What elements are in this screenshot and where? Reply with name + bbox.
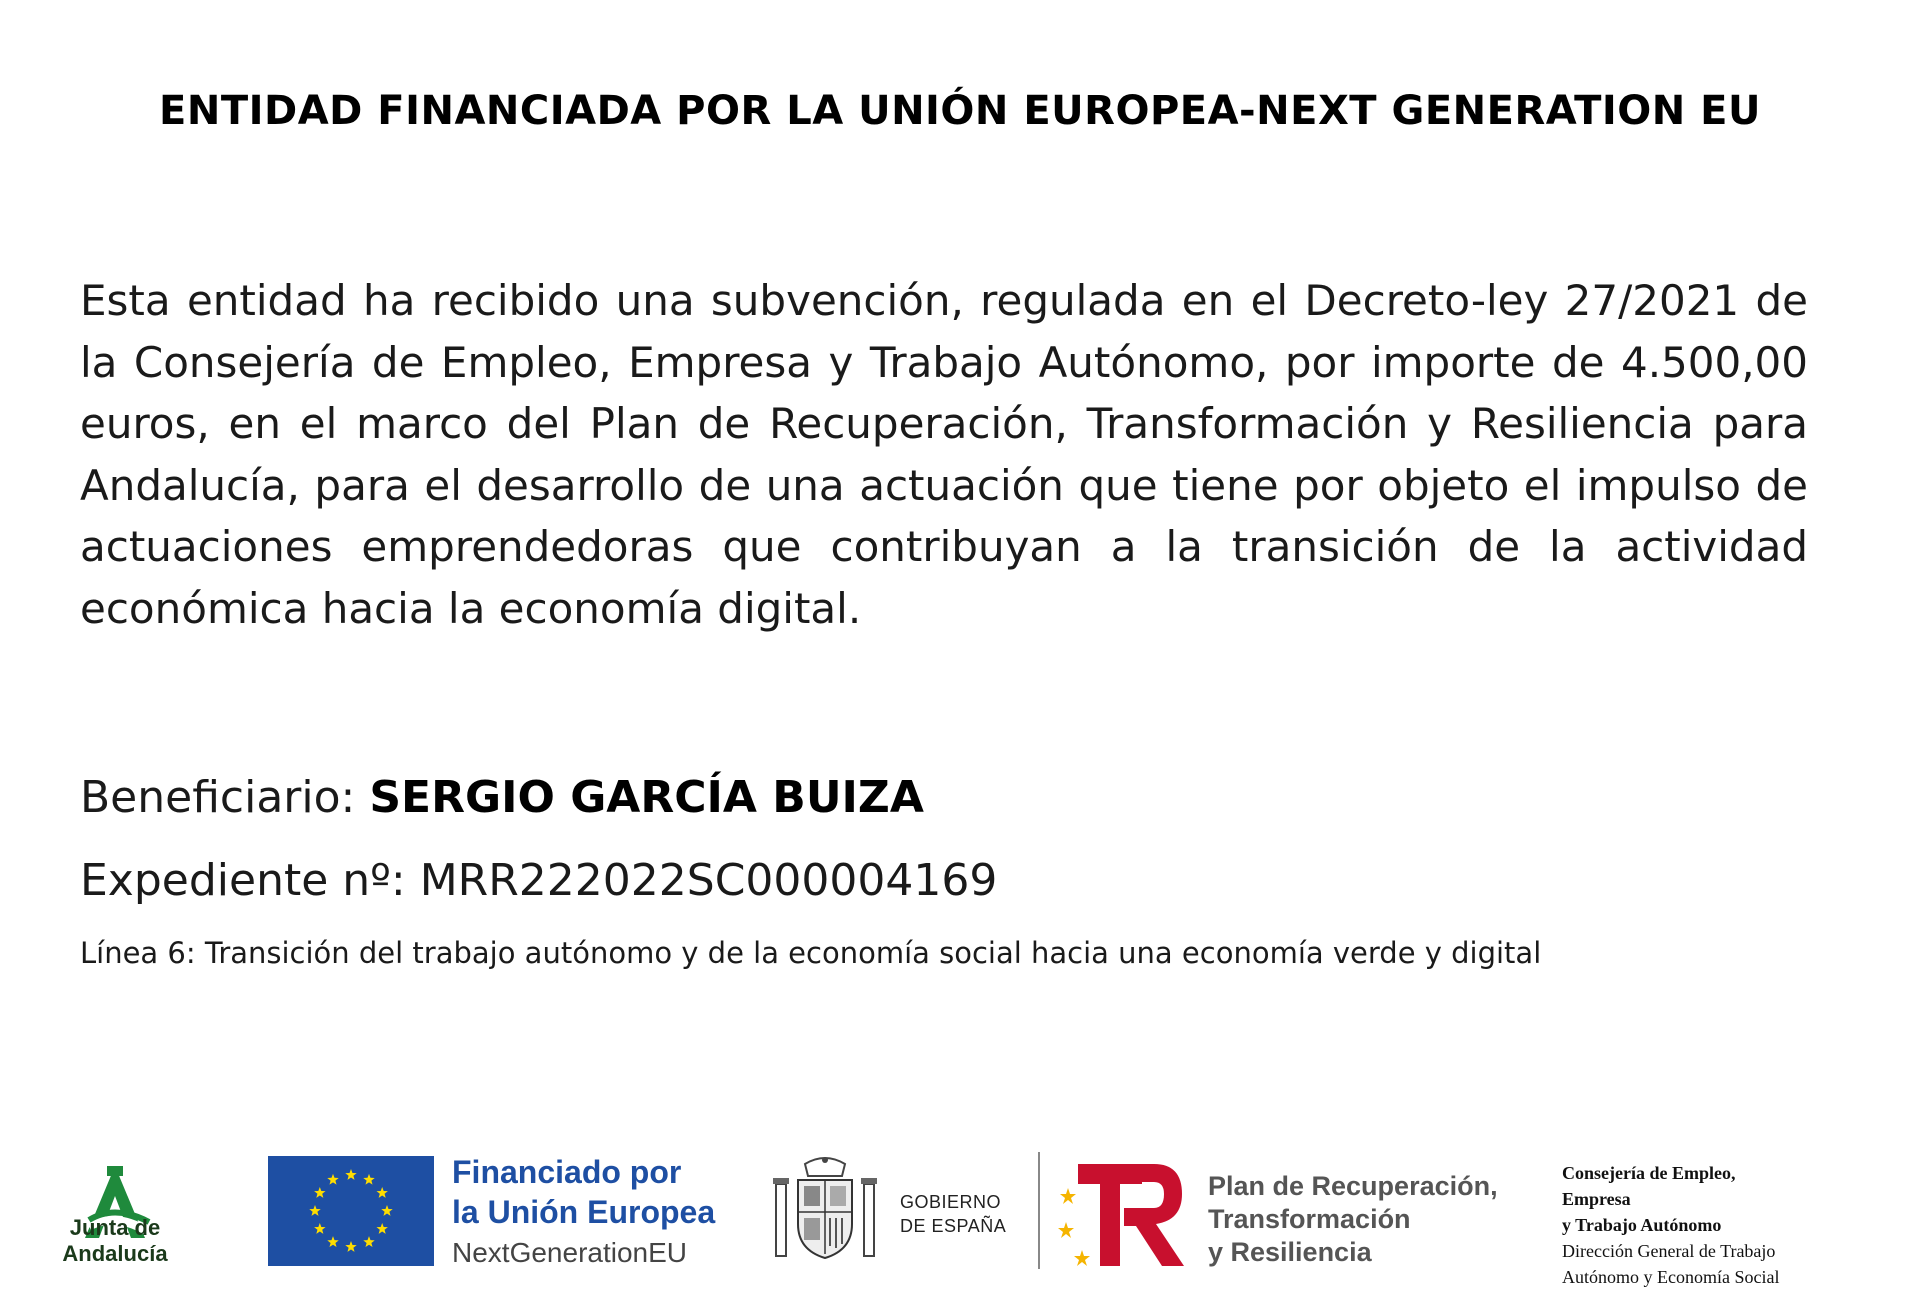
eu-funding-text <box>452 1152 752 1274</box>
plan-recuperacion-text <box>1208 1170 1498 1269</box>
junta-andalucia-logo <box>15 1160 215 1269</box>
eu-star-icon <box>376 1187 387 1198</box>
gobierno-line-1: GOBIERNO <box>900 1192 1002 1212</box>
logo-divider <box>1038 1152 1040 1269</box>
eu-star-icon <box>363 1174 374 1185</box>
eu-star-icon <box>314 1223 325 1234</box>
linea-description: Línea 6: Transición del trabajo autónomo y de la economía social hacia una economía verde y digital <box>80 936 1542 970</box>
eu-star-icon <box>345 1241 356 1252</box>
eu-flag-icon <box>268 1156 434 1266</box>
consejeria-line-2: Empresa <box>1562 1189 1631 1209</box>
eu-star-icon <box>345 1169 356 1180</box>
page-title: ENTIDAD FINANCIADA POR LA UNIÓN EUROPEA-NEXT GENERATION EU <box>159 88 1761 134</box>
plan-line-2: Transformación <box>1208 1204 1411 1234</box>
expediente-line <box>80 855 997 906</box>
eu-star-icon <box>309 1205 320 1216</box>
consejeria-block <box>1562 1160 1824 1287</box>
spain-coat-of-arms-icon <box>770 1154 880 1266</box>
eu-star-icon <box>314 1187 325 1198</box>
eu-star-icon <box>381 1205 392 1216</box>
gobierno-line-2: DE ESPAÑA <box>900 1216 1007 1236</box>
beneficiary-label: Beneficiario: <box>80 772 370 823</box>
eu-star-icon <box>327 1236 338 1247</box>
expediente-number: MRR222022SC000004169 <box>419 855 998 906</box>
consejeria-line-1: Consejería de Empleo, <box>1562 1163 1736 1183</box>
plan-line-3: y Resiliencia <box>1208 1237 1372 1267</box>
junta-label: Junta de Andalucía <box>62 1215 168 1266</box>
consejeria-line-5: Autónomo y Economía Social <box>1562 1267 1780 1287</box>
eu-star-icon <box>327 1174 338 1185</box>
gobierno-espana-text <box>900 1190 1006 1238</box>
consejeria-line-3: y Trabajo Autónomo <box>1562 1215 1722 1235</box>
eu-line-3: NextGenerationEU <box>452 1237 688 1268</box>
subsidy-description: Esta entidad ha recibido una subvención, regulada en el Decreto-ley 27/2021 de la Consejería de Empleo, Empresa y Trabajo Autónomo, por importe de 4.500,00 euros, en el marco del Plan de Recuperación, Transformación y Resiliencia para Andalucía, para el desarrollo de una actuación que tiene por objeto el impulso de actuaciones emprendedoras que contribuyan a la transición de la actividad económica hacia la economía digital. <box>80 276 1808 633</box>
beneficiary-name: SERGIO GARCÍA BUIZA <box>369 772 924 823</box>
eu-line-2: la Unión Europea <box>452 1194 716 1230</box>
expediente-label: Expediente nº: <box>80 855 420 906</box>
footer-logos <box>0 1140 1920 1287</box>
eu-star-icon <box>363 1236 374 1247</box>
plan-line-1: Plan de Recuperación, <box>1208 1171 1498 1201</box>
beneficiary-line <box>80 772 924 823</box>
eu-star-icon <box>376 1223 387 1234</box>
eu-line-1: Financiado por <box>452 1154 682 1190</box>
consejeria-line-4: Dirección General de Trabajo <box>1562 1241 1776 1261</box>
plan-recuperacion-logo-icon <box>1058 1164 1188 1269</box>
